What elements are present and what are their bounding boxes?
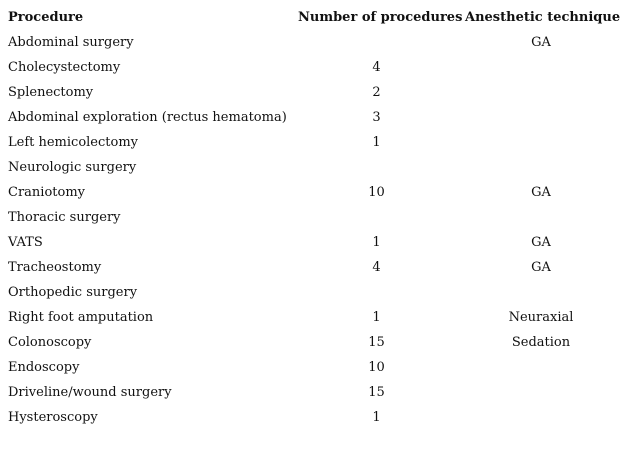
cell-procedure: Orthopedic surgery [8, 285, 138, 300]
procedures-table [0, 5, 622, 430]
table-row [0, 355, 622, 380]
table-row [0, 130, 622, 155]
table-row [0, 205, 622, 230]
table-row [0, 230, 622, 255]
table-header-row [0, 5, 622, 30]
cell-procedure: Right foot amputation [8, 310, 154, 325]
table-row [0, 180, 622, 205]
cell-number: 2 [372, 85, 381, 100]
cell-procedure: Endoscopy [8, 360, 80, 375]
header-number-of-procedures: Number of procedures [298, 10, 463, 25]
table-row [0, 380, 622, 405]
cell-procedure: Splenectomy [8, 85, 94, 100]
cell-number: 1 [372, 135, 381, 150]
table-row [0, 80, 622, 105]
cell-procedure: Abdominal exploration (rectus hematoma) [8, 110, 287, 125]
cell-procedure: Tracheostomy [8, 260, 102, 275]
cell-number: 4 [372, 60, 381, 75]
cell-technique: GA [531, 260, 551, 275]
cell-technique: GA [531, 35, 551, 50]
cell-technique: GA [531, 185, 551, 200]
cell-number: 10 [368, 185, 385, 200]
cell-technique: Sedation [511, 335, 571, 350]
cell-procedure: Abdominal surgery [8, 35, 134, 50]
table-row [0, 280, 622, 305]
table-row [0, 405, 622, 430]
cell-procedure: Cholecystectomy [8, 60, 121, 75]
cell-number: 15 [368, 385, 385, 400]
cell-procedure: Hysteroscopy [8, 410, 98, 425]
cell-procedure: Colonoscopy [8, 335, 92, 350]
table-row [0, 305, 622, 330]
cell-procedure: Craniotomy [8, 185, 85, 200]
header-anesthetic-technique: Anesthetic technique [465, 10, 621, 25]
cell-number: 1 [372, 410, 381, 425]
cell-procedure: Thoracic surgery [8, 210, 121, 225]
cell-technique: GA [531, 235, 551, 250]
cell-procedure: VATS [8, 235, 43, 250]
cell-number: 15 [368, 335, 385, 350]
table-row [0, 55, 622, 80]
table-row [0, 155, 622, 180]
header-procedure: Procedure [8, 10, 84, 25]
table-row [0, 255, 622, 280]
cell-number: 1 [372, 235, 381, 250]
cell-number: 1 [372, 310, 381, 325]
table-row [0, 30, 622, 55]
cell-procedure: Driveline/wound surgery [8, 385, 172, 400]
cell-number: 10 [368, 360, 385, 375]
table-row [0, 105, 622, 130]
table-row [0, 330, 622, 355]
cell-number: 3 [372, 110, 381, 125]
cell-procedure: Neurologic surgery [8, 160, 137, 175]
cell-procedure: Left hemicolectomy [8, 135, 139, 150]
cell-technique: Neuraxial [508, 310, 574, 325]
cell-number: 4 [372, 260, 381, 275]
